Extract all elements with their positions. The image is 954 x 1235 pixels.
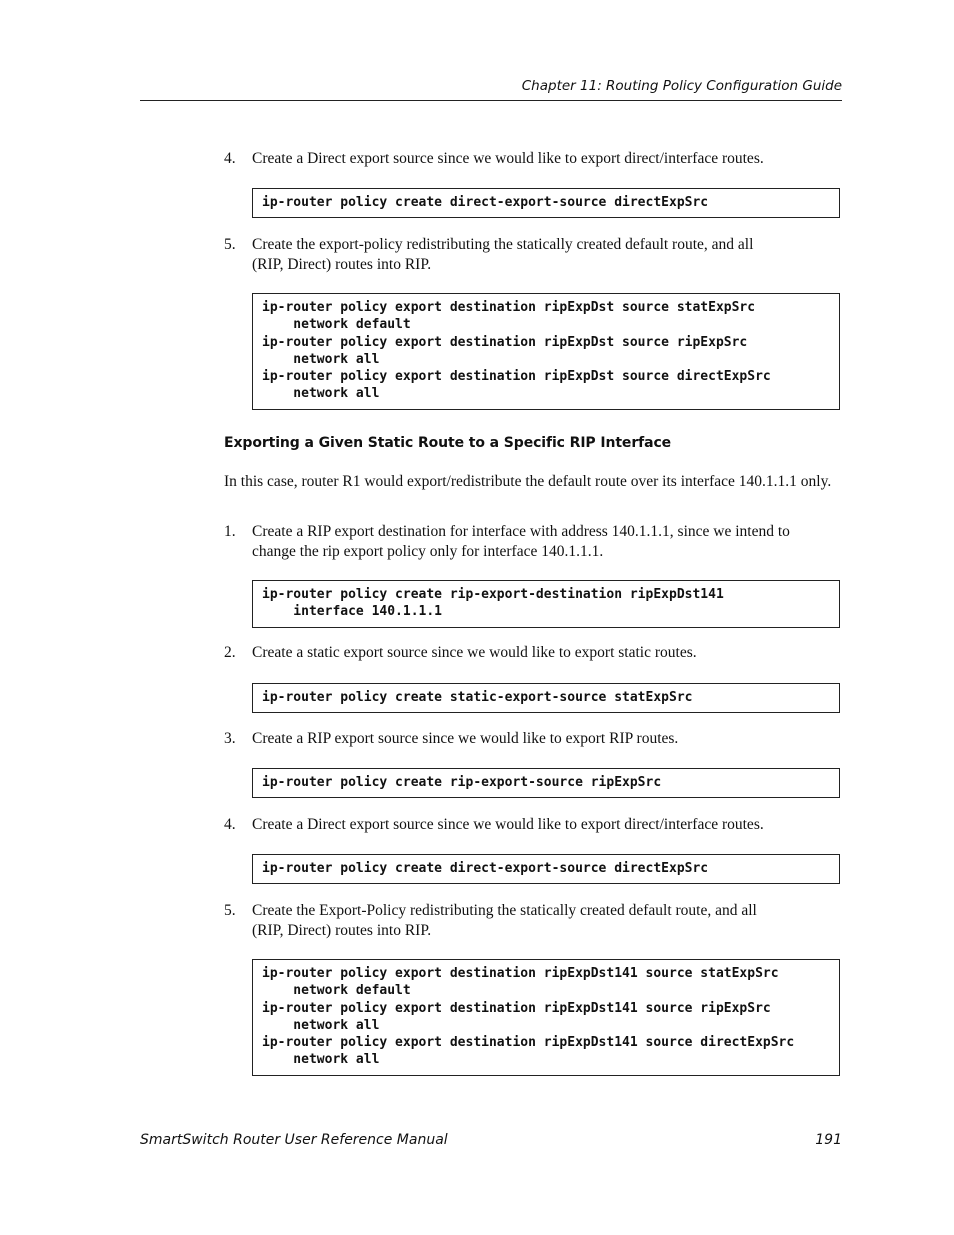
code-block: ip-router policy create direct-export-source directExpSrc [252, 854, 840, 884]
step-number: 3. [224, 730, 236, 747]
step-number: 5. [224, 902, 236, 919]
code-block: ip-router policy create direct-export-source directExpSrc [252, 188, 840, 218]
intro-paragraph: In this case, router R1 would export/redistribute the default route over its interface 140.1.1.1 only. [224, 473, 832, 490]
running-header: Chapter 11: Routing Policy Configuration Guide [521, 78, 842, 94]
step-number: 2. [224, 644, 236, 661]
step-number: 4. [224, 150, 236, 167]
code-block: ip-router policy export destination ripExpDst141 source statExpSrc network default ip-router policy export destination ripExpDst141 source ripExpSrc network all ip-router policy export destination ripExpDst141 source directExpSrc network all [252, 959, 840, 1076]
step-text: Create a RIP export destination for interface with address 140.1.1.1, since we intend to change the rip export policy only for interface 140.1.1.1. [252, 523, 790, 560]
header-rule [140, 100, 842, 101]
page-number: 191 [815, 1132, 842, 1148]
step-number: 1. [224, 523, 236, 540]
step-text: Create a Direct export source since we would like to export direct/interface routes. [252, 816, 764, 833]
footer-manual-title: SmartSwitch Router User Reference Manual [140, 1132, 448, 1148]
step-text: Create a Direct export source since we would like to export direct/interface routes. [252, 150, 764, 167]
step-number: 4. [224, 816, 236, 833]
code-block: ip-router policy create rip-export-source ripExpSrc [252, 768, 840, 798]
step-text: Create the export-policy redistributing the statically created default route, and all (RIP, Direct) routes into RIP. [252, 236, 754, 273]
code-block: ip-router policy create static-export-source statExpSrc [252, 683, 840, 713]
step-text: Create a static export source since we would like to export static routes. [252, 644, 697, 661]
section-heading: Exporting a Given Static Route to a Specific RIP Interface [224, 435, 672, 451]
code-block: ip-router policy create rip-export-destination ripExpDst141 interface 140.1.1.1 [252, 580, 840, 628]
code-block: ip-router policy export destination ripExpDst source statExpSrc network default ip-router policy export destination ripExpDst source ripExpSrc network all ip-router policy export destination ripExpDst source directExpSrc network all [252, 293, 840, 410]
step-number: 5. [224, 236, 236, 253]
step-text: Create the Export-Policy redistributing the statically created default route, and all (RIP, Direct) routes into RIP. [252, 902, 757, 939]
step-text: Create a RIP export source since we would like to export RIP routes. [252, 730, 679, 747]
